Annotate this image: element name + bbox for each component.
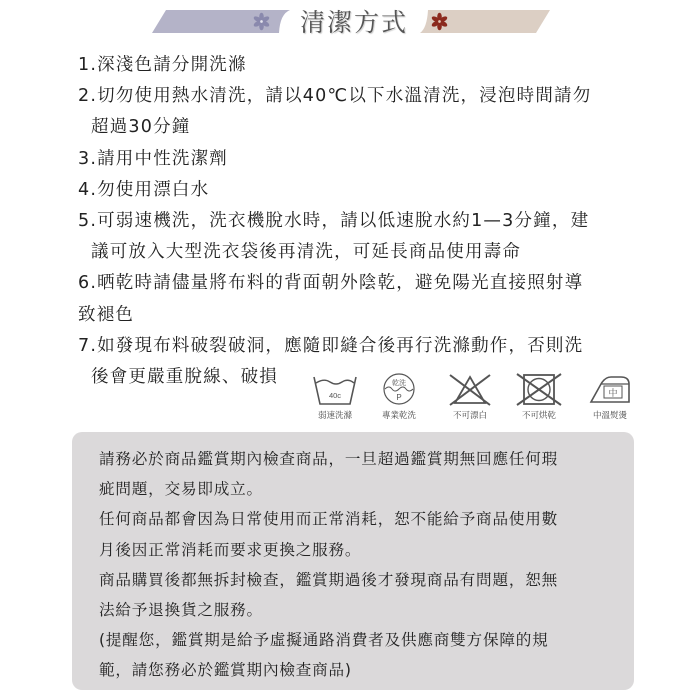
iron-medium-icon [585, 372, 635, 406]
svg-text:乾洗: 乾洗 [392, 379, 406, 387]
care-symbol-dry-clean: 乾洗 P 專業乾洗 [369, 372, 429, 421]
care-symbol-iron-medium: 中 中溫熨燙 [580, 372, 640, 421]
notice-text: 請務必於商品鑑賞期內檢查商品，一旦超過鑑賞期無回應任何瑕 疵問題，交易即成立。 任何商品都會因為日常使用而正常消耗，恕不能給予商品使用數 月後因正常消耗而要求更換之服務。 商品購買後都無拆封檢查，鑑賞期過後才發現商品有問題，恕無 法給予退換貨之服務。 (提醒您，鑑賞期是給予虛擬通路消費者及供應商雙方保障的規 範，請您務必於鑑賞期內檢查商品) [99, 450, 559, 680]
header-banner-right [420, 10, 550, 33]
care-item-6: 6.晒乾時請儘量將布料的背面朝外陰乾，避免陽光直接照射導 致褪色 [78, 273, 584, 325]
svg-text:40c: 40c [328, 391, 342, 400]
care-item-5: 5.可弱速機洗，洗衣機脫水時，請以低速脫水約1—3分鐘，建 議可放入大型洗衣袋後再清洗，可延長商品使用壽命 [78, 211, 590, 263]
flower-icon [430, 12, 449, 31]
care-instructions-list [78, 50, 638, 393]
return-policy-notice [72, 432, 634, 690]
care-item-3: 3.請用中性洗潔劑 [78, 148, 228, 169]
care-item-2: 2.切勿使用熱水清洗，請以40℃以下水溫清洗，浸泡時間請勿 超過30分鐘 [78, 86, 592, 138]
no-bleach-icon [444, 372, 496, 406]
care-symbols [305, 372, 645, 428]
flower-icon [252, 12, 271, 31]
header-banner-left [152, 10, 290, 33]
care-symbol-no-tumble-dry: 不可烘乾 [509, 372, 569, 421]
care-item-7: 7.如發現布料破裂破洞，應隨即縫合後再行洗滌動作，否則洗 後會更嚴重脫線、破損 [78, 335, 584, 388]
dry-clean-icon [379, 372, 419, 406]
care-symbol-no-bleach: 不可漂白 [440, 372, 500, 421]
page-title: 清潔方式 [299, 8, 408, 37]
care-item-1: 1.深淺色請分開洗滌 [78, 55, 247, 75]
no-tumble-dry-icon [513, 372, 565, 406]
wash-tub-40-icon [310, 372, 360, 406]
care-symbol-gentle-wash: 40c 弱速洗滌 [305, 372, 365, 421]
svg-text:P: P [396, 393, 402, 402]
care-item-4: 4.勿使用漂白水 [78, 179, 210, 200]
svg-text:中: 中 [608, 389, 618, 399]
